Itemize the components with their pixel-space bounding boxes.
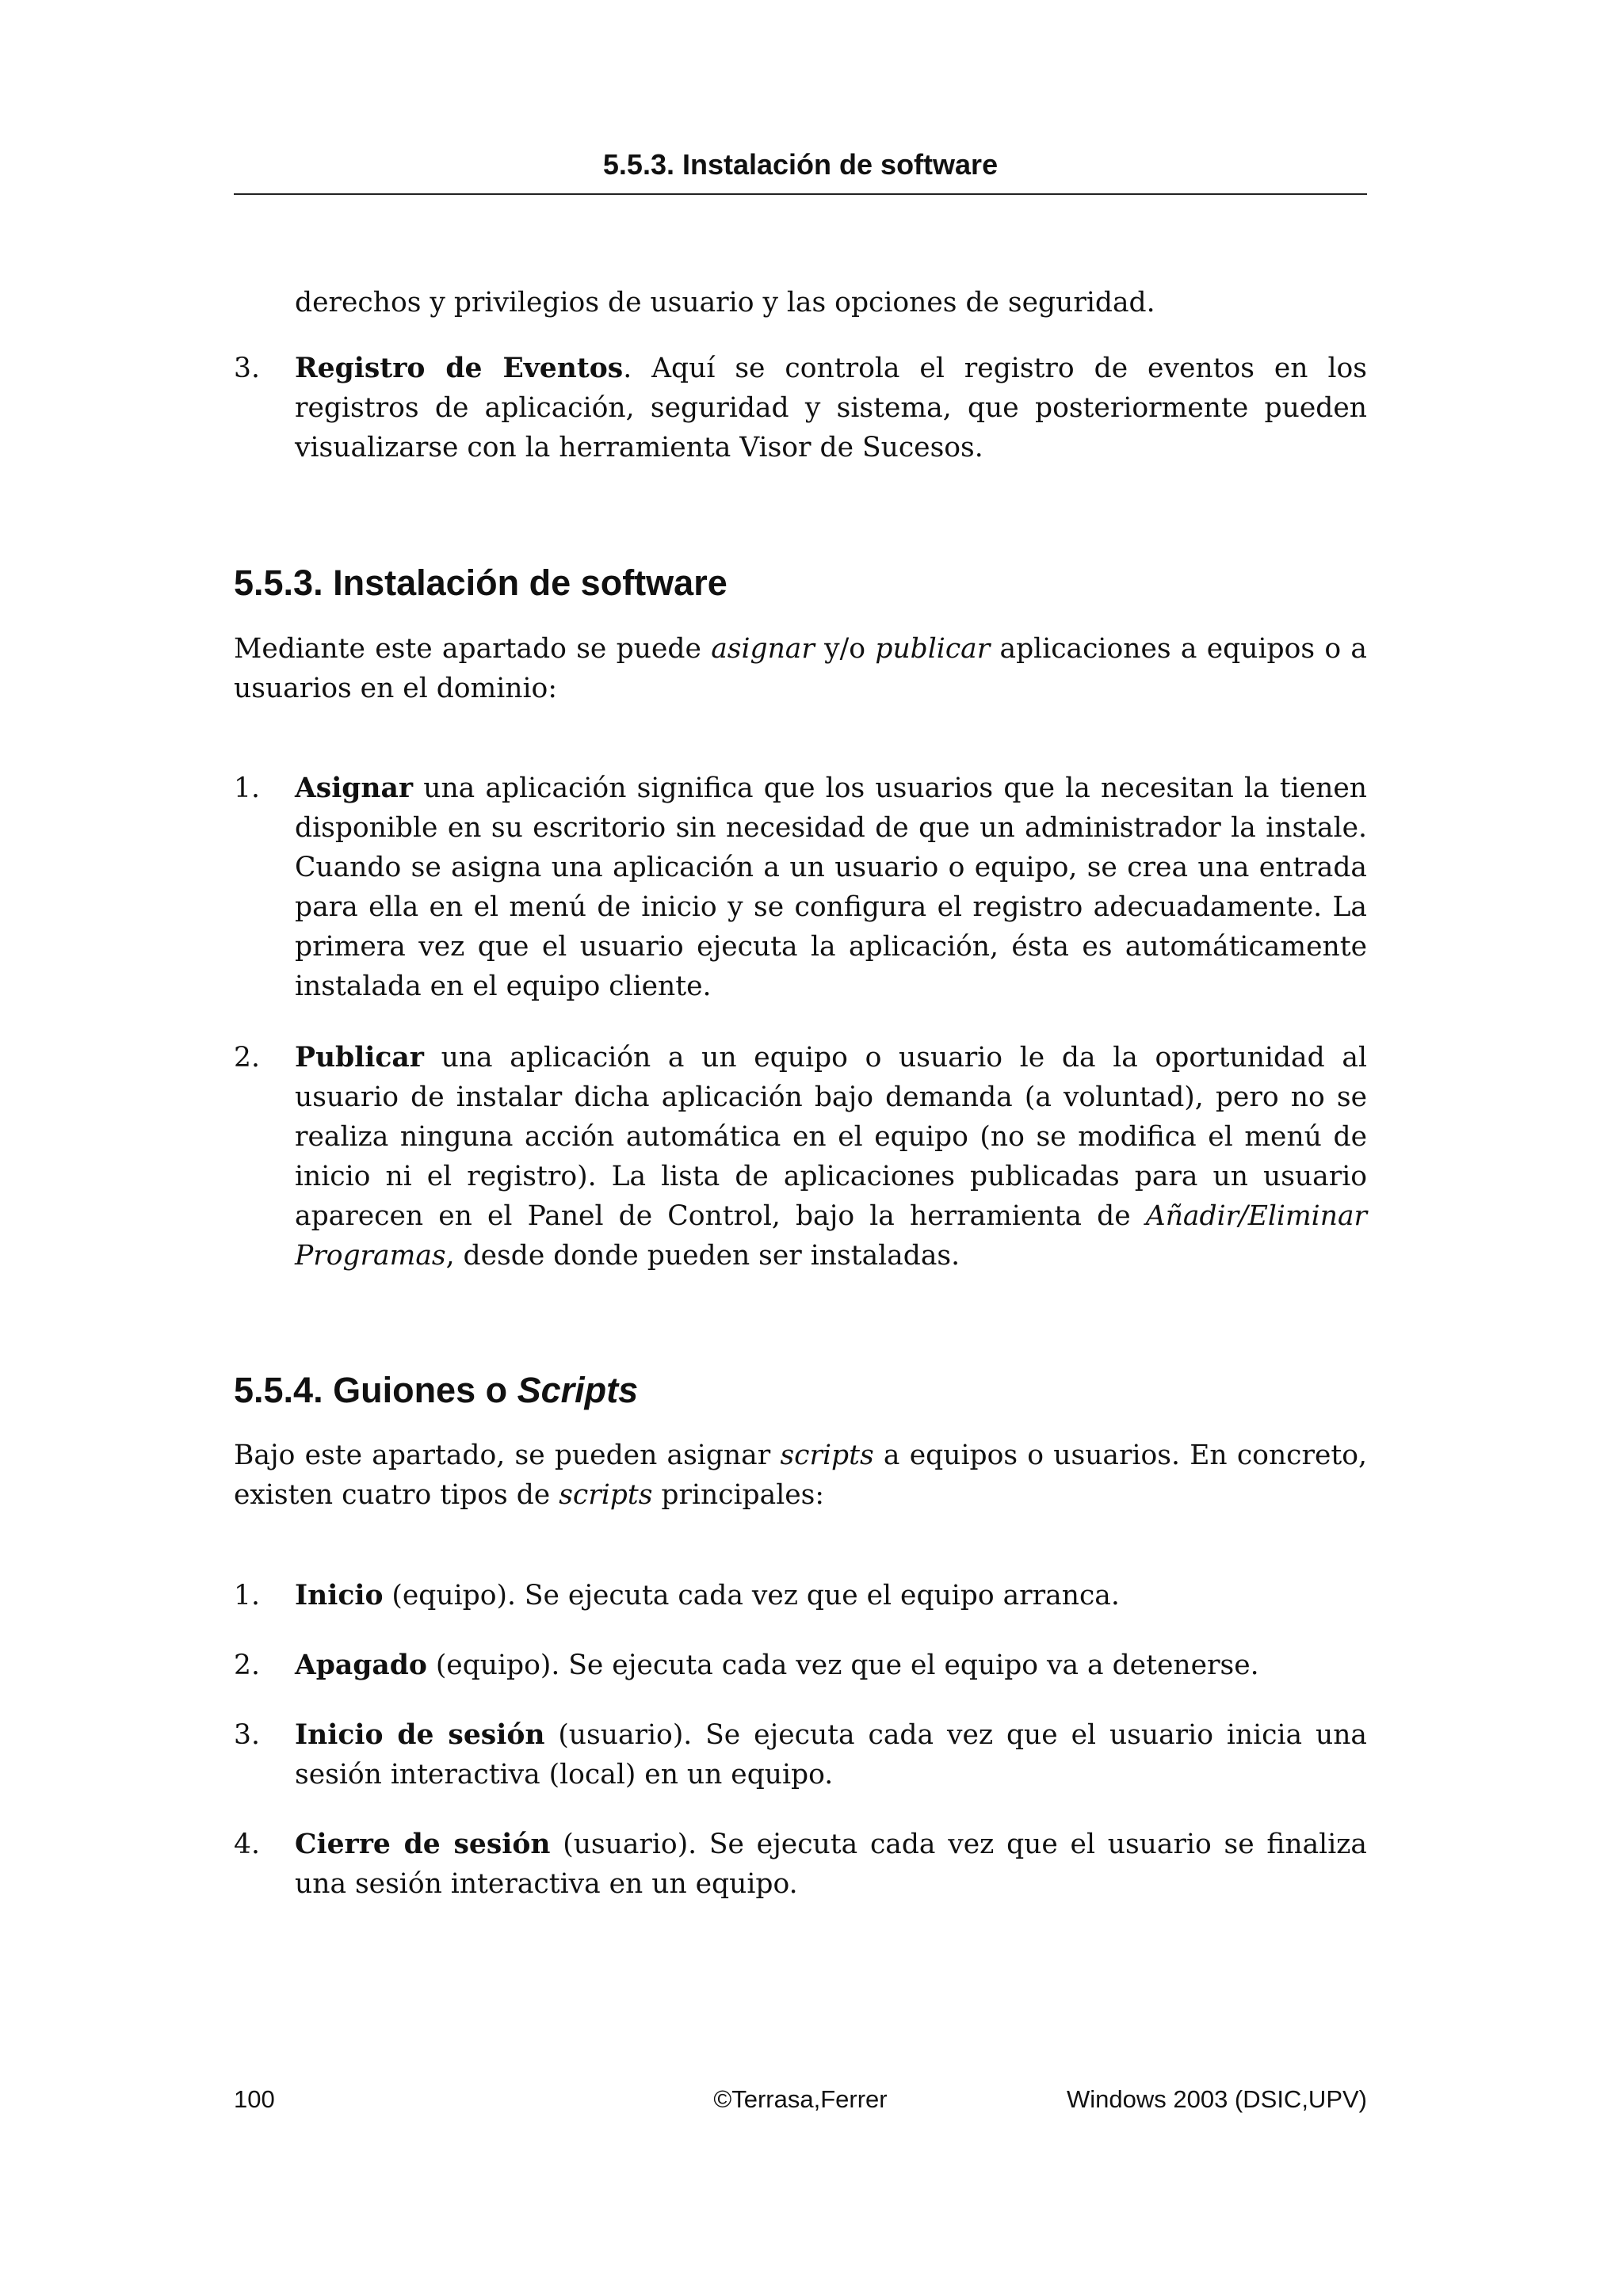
- list-term: Inicio: [295, 1580, 384, 1611]
- intro-emphasis: asignar: [711, 633, 815, 665]
- running-header: 5.5.3. Instalación de software: [602, 148, 999, 181]
- intro-text: Mediante este apartado se puede: [234, 633, 712, 665]
- list-number: 3.: [234, 1719, 260, 1751]
- page-footer: [234, 2082, 1367, 2117]
- list-item-text: [295, 769, 1367, 1006]
- list-term: Asignar: [295, 772, 414, 804]
- continuation-paragraph: [295, 283, 1367, 322]
- page-number: 100: [234, 2085, 275, 2113]
- intro-text: aplicaciones a equipos o a usuarios en el dominio:: [234, 633, 1367, 704]
- list-description: (equipo). Se ejecuta cada vez que el equipo va a detenerse.: [426, 1650, 1259, 1681]
- list-number: 1.: [234, 772, 260, 804]
- list-item-text: [295, 1038, 1367, 1276]
- list-emphasis: Añadir/Eliminar Programas: [295, 1200, 1367, 1272]
- intro-text: y/o: [814, 633, 876, 665]
- intro-emphasis: publicar: [875, 633, 991, 665]
- footer-copyright: ©Terrasa,Ferrer: [713, 2085, 888, 2113]
- list-item-text: [295, 1825, 1367, 1904]
- section-heading-553: 5.5.3. Instalación de software: [234, 563, 727, 603]
- list-number: 4.: [234, 1829, 260, 1860]
- list-description: (usuario). Se ejecuta cada vez que el usuario inicia una sesión interactiva (local) en un equipo.: [295, 1719, 1367, 1791]
- list-item-text: [295, 1715, 1367, 1794]
- list-description: una aplicación significa que los usuarios que la necesitan la tienen disponible en su escritorio sin necesidad de que un administrador la instale. Cuando se asigna una aplicación a un usuario o equipo, se crea una entrada para ella en el menú de inicio y se configura el registro adecuadamente. La primera vez que el usuario ejecuta la aplicación, ésta es automáticamente instalada en el equipo cliente.: [295, 772, 1367, 1002]
- list-number: 2.: [234, 1650, 260, 1681]
- list-item-text: [295, 349, 1367, 467]
- intro-emphasis: scripts: [780, 1440, 874, 1471]
- intro-emphasis: scripts: [559, 1479, 653, 1511]
- header-rule: [234, 193, 1367, 195]
- list-description: (usuario). Se ejecuta cada vez que el usuario se finaliza una sesión interactiva en un equipo.: [295, 1829, 1367, 1900]
- section-554-intro: [234, 1436, 1367, 1515]
- list-number: 2.: [234, 1042, 260, 1074]
- list-number: 3.: [234, 353, 260, 384]
- continuation-text: derechos y privilegios de usuario y las opciones de seguridad.: [295, 287, 1155, 318]
- list-term: Apagado: [295, 1650, 427, 1681]
- heading-text: 5.5.4. Guiones o: [234, 1370, 517, 1410]
- list-item-text: [295, 1576, 1367, 1615]
- list-term: Cierre de sesión: [295, 1829, 551, 1860]
- list-description: una aplicación a un equipo o usuario le da la oportunidad al usuario de instalar dicha aplicación bajo demanda (a voluntad), pero no se realiza ninguna acción automática en el equipo (no se modifica el menú de inicio ni el registro). La lista de aplicaciones publicadas para un usuario aparecen en el Panel de Control, bajo la herramienta de: [295, 1042, 1367, 1232]
- list-number: 1.: [234, 1580, 260, 1611]
- list-description: (equipo). Se ejecuta cada vez que el equipo arranca.: [383, 1580, 1120, 1611]
- intro-text: principales:: [652, 1479, 824, 1511]
- list-term: Publicar: [295, 1042, 424, 1074]
- intro-text: Bajo este apartado, se pueden asignar: [234, 1440, 781, 1471]
- list-term: Registro de Eventos: [295, 353, 624, 384]
- footer-book-title: Windows 2003 (DSIC,UPV): [1066, 2085, 1367, 2113]
- intro-text: a equipos o usuarios. En concreto, existen cuatro tipos de: [234, 1440, 1368, 1511]
- section-553-intro: [234, 629, 1367, 708]
- list-description: . Aquí se controla el registro de eventos en los registros de aplicación, seguridad y sistema, que posteriormente pueden visualizarse con la herramienta Visor de Sucesos.: [295, 353, 1367, 463]
- section-heading-554: [234, 1368, 1367, 1413]
- heading-emphasis: Scripts: [517, 1370, 639, 1410]
- list-item-text: [295, 1646, 1367, 1685]
- list-description: , desde donde pueden ser instaladas.: [445, 1240, 960, 1272]
- list-term: Inicio de sesión: [295, 1719, 545, 1751]
